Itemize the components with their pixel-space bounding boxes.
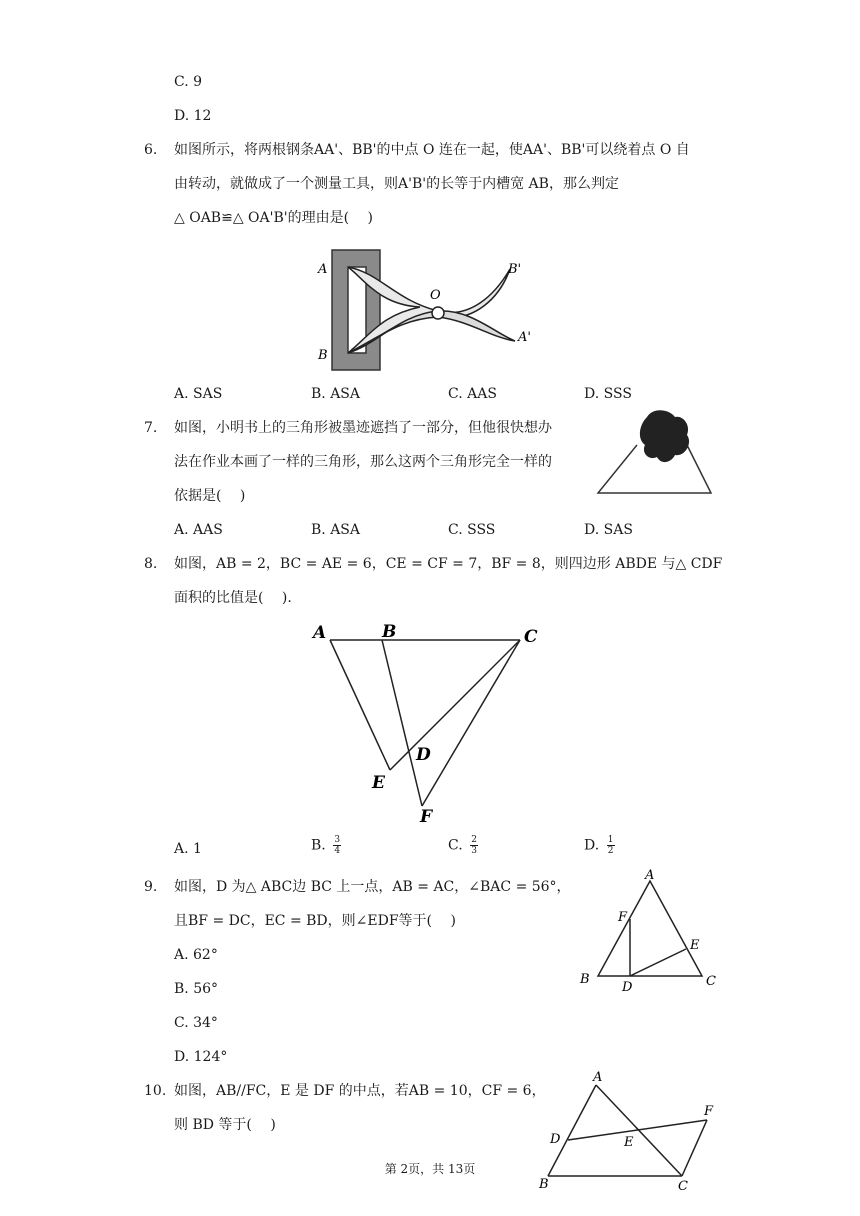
q8-option-c-prefix: C. — [448, 837, 463, 854]
q8-option-b-fraction — [333, 835, 341, 856]
q8-option-d-prefix: D. — [584, 837, 600, 854]
q8-number: 8. — [144, 556, 158, 572]
q8-option-d-denominator: 2 — [607, 846, 614, 856]
q8-figure — [310, 620, 550, 830]
q8-option-b — [311, 835, 341, 856]
q8-segment-ae — [330, 640, 390, 770]
q9-segment-de — [630, 949, 686, 976]
q8-label-e: E — [372, 773, 385, 793]
q6-label-b-prime: B' — [508, 262, 522, 277]
q6-option-c: C. AAS — [448, 386, 497, 402]
q7-option-c: C. SSS — [448, 522, 496, 538]
q6-option-d: D. SSS — [584, 386, 632, 402]
q9-label-b: B — [580, 972, 590, 987]
q6-stem-line2: 由转动，就做成了一个测量工具，则A'B'的长等于内槽宽 AB，那么判定 — [174, 176, 619, 192]
q9-label-d: D — [622, 980, 633, 995]
q10-label-b: B — [539, 1177, 549, 1192]
q10-number: 10. — [144, 1083, 167, 1099]
q10-segment-df — [568, 1120, 707, 1140]
page-footer: 第 2页，共 13页 — [384, 1162, 476, 1176]
q9-label-f: F — [618, 910, 628, 925]
q7-stem-line2: 法在作业本画了一样的三角形，那么这两个三角形完全一样的 — [174, 454, 552, 470]
q7-option-b: B. ASA — [311, 522, 360, 538]
q9-number: 9. — [144, 879, 158, 895]
q6-pivot-o — [432, 307, 444, 319]
q9-stem-line1: 如图，D 为△ ABC边 BC 上一点，AB = AC，∠BAC = 56°， — [174, 879, 571, 895]
q10-label-f: F — [704, 1104, 714, 1119]
q6-option-b: B. ASA — [311, 386, 360, 402]
q6-figure — [310, 245, 550, 375]
q9-stem-line2: 且BF = DC，EC = BD，则∠EDF等于( ) — [174, 913, 456, 929]
q8-option-b-numerator: 3 — [334, 835, 341, 845]
q8-segment-bf — [382, 640, 422, 806]
q5-option-c: C. 9 — [174, 74, 203, 90]
q7-stem-line3: 依据是( ) — [174, 488, 246, 504]
q10-label-d: D — [550, 1132, 561, 1147]
q9-option-b: B. 56° — [174, 981, 219, 997]
q8-label-d: D — [416, 745, 431, 765]
q6-option-a: A. SAS — [174, 386, 223, 402]
q7-option-d: D. SAS — [584, 522, 633, 538]
q7-number: 7. — [144, 420, 158, 436]
q6-stem-line3: △ OAB≌△ OA'B'的理由是( ) — [174, 210, 373, 226]
q6-number: 6. — [144, 142, 158, 158]
q8-option-c-denominator: 3 — [471, 846, 477, 856]
q8-stem-line2: 面积的比值是( ). — [174, 590, 292, 606]
q6-label-a-prime: A' — [518, 330, 531, 345]
q8-option-b-denominator: 4 — [334, 846, 341, 856]
q8-label-a: A — [313, 623, 327, 643]
q10-label-a: A — [593, 1070, 603, 1085]
q10-label-c: C — [678, 1179, 688, 1194]
q9-label-a: A — [645, 868, 655, 883]
q9-label-c: C — [706, 974, 716, 989]
q9-figure — [578, 865, 723, 995]
q6-label-b: B — [318, 348, 328, 363]
q10-stem-line2: 则 BD 等于( ) — [174, 1117, 276, 1133]
q9-triangle-abc — [598, 881, 702, 976]
q7-ink-blot — [640, 410, 689, 462]
q8-label-c: C — [524, 627, 538, 647]
q8-option-d — [584, 835, 615, 856]
q8-option-b-prefix: B. — [311, 837, 326, 854]
q9-option-d: D. 124° — [174, 1049, 228, 1065]
q6-label-o: O — [430, 288, 441, 303]
q10-label-e: E — [624, 1135, 634, 1150]
q7-option-a: A. AAS — [174, 522, 223, 538]
q6-label-a: A — [318, 262, 328, 277]
q8-option-a: A. 1 — [174, 841, 202, 857]
q5-option-d: D. 12 — [174, 108, 212, 124]
q9-label-e: E — [690, 938, 700, 953]
q8-option-d-fraction — [607, 835, 615, 856]
q8-stem-line1: 如图，AB = 2，BC = AE = 6，CE = CF = 7，BF = 8，则四边形 ABDE 与△ CDF — [174, 556, 723, 572]
q8-option-d-numerator: 1 — [607, 835, 614, 845]
q8-option-c-numerator: 2 — [471, 835, 477, 845]
q9-option-c: C. 34° — [174, 1015, 218, 1031]
q7-stem-line1: 如图，小明书上的三角形被墨迹遮挡了一部分，但他很快想办 — [174, 420, 552, 436]
q8-label-f: F — [420, 807, 433, 827]
q9-option-a: A. 62° — [174, 947, 218, 963]
q7-figure — [595, 405, 715, 497]
q10-stem-line1: 如图，AB//FC，E 是 DF 的中点，若AB = 10，CF = 6， — [174, 1083, 546, 1099]
q8-option-c-fraction — [470, 835, 478, 856]
q8-label-b: B — [382, 622, 397, 642]
q8-option-c — [448, 835, 478, 856]
q6-stem-line1: 如图所示，将两根钢条AA'、BB'的中点 O 连在一起，使AA'、BB'可以绕着点 O 自 — [174, 142, 690, 158]
